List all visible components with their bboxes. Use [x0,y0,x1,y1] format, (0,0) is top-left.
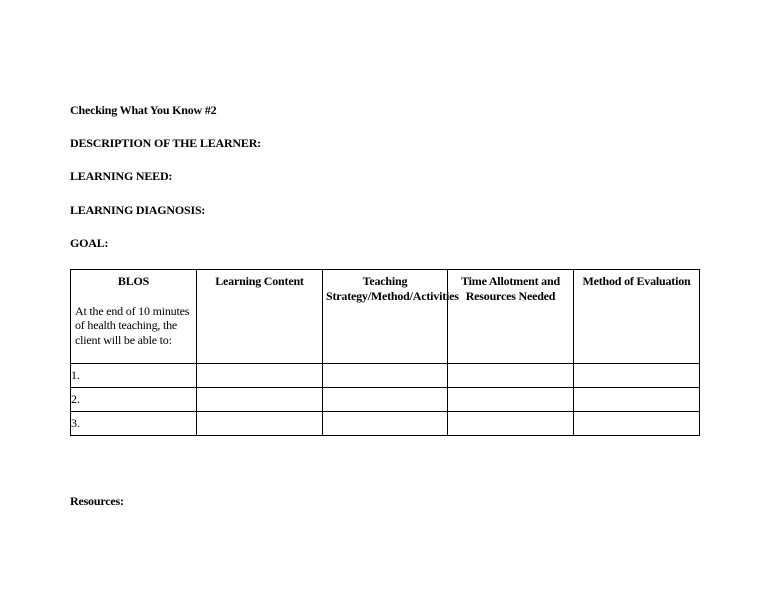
row-number: 1. [71,364,197,388]
table-cell [323,388,448,412]
table-cell [448,364,574,388]
table-cell [197,412,323,436]
header-method-of-evaluation: Method of Evaluation [574,270,700,364]
header-blos [71,270,197,364]
table-cell [323,412,448,436]
table-cell [574,412,700,436]
header-learning-content: Learning Content [197,270,323,364]
table-cell [448,388,574,412]
table-header-row [71,270,700,364]
goal-label: GOAL: [70,236,109,250]
table-cell [574,364,700,388]
table-cell [323,364,448,388]
header-blos-description: At the end of 10 minutes of health teaching, the client will be able to: [75,303,190,347]
table-cell [574,388,700,412]
header-blos-title: BLOS [117,274,150,288]
table-row [71,412,700,436]
learning-diagnosis-label: LEARNING DIAGNOSIS: [70,203,206,217]
lesson-plan-table [70,269,700,436]
row-number: 3. [71,412,197,436]
document-title: Checking What You Know #2 [70,103,217,117]
table-cell [197,364,323,388]
table-cell [448,412,574,436]
learning-need-label: LEARNING NEED: [70,169,173,183]
header-time-allotment: Time Allotment and Resources Needed [448,270,574,364]
table-row [71,388,700,412]
row-number: 2. [71,388,197,412]
table-cell [197,388,323,412]
description-of-learner-label: DESCRIPTION OF THE LEARNER: [70,136,261,150]
table-row [71,364,700,388]
resources-label: Resources: [70,494,124,508]
header-teaching-strategy: Teaching Strategy/Method/Activities [323,270,448,364]
